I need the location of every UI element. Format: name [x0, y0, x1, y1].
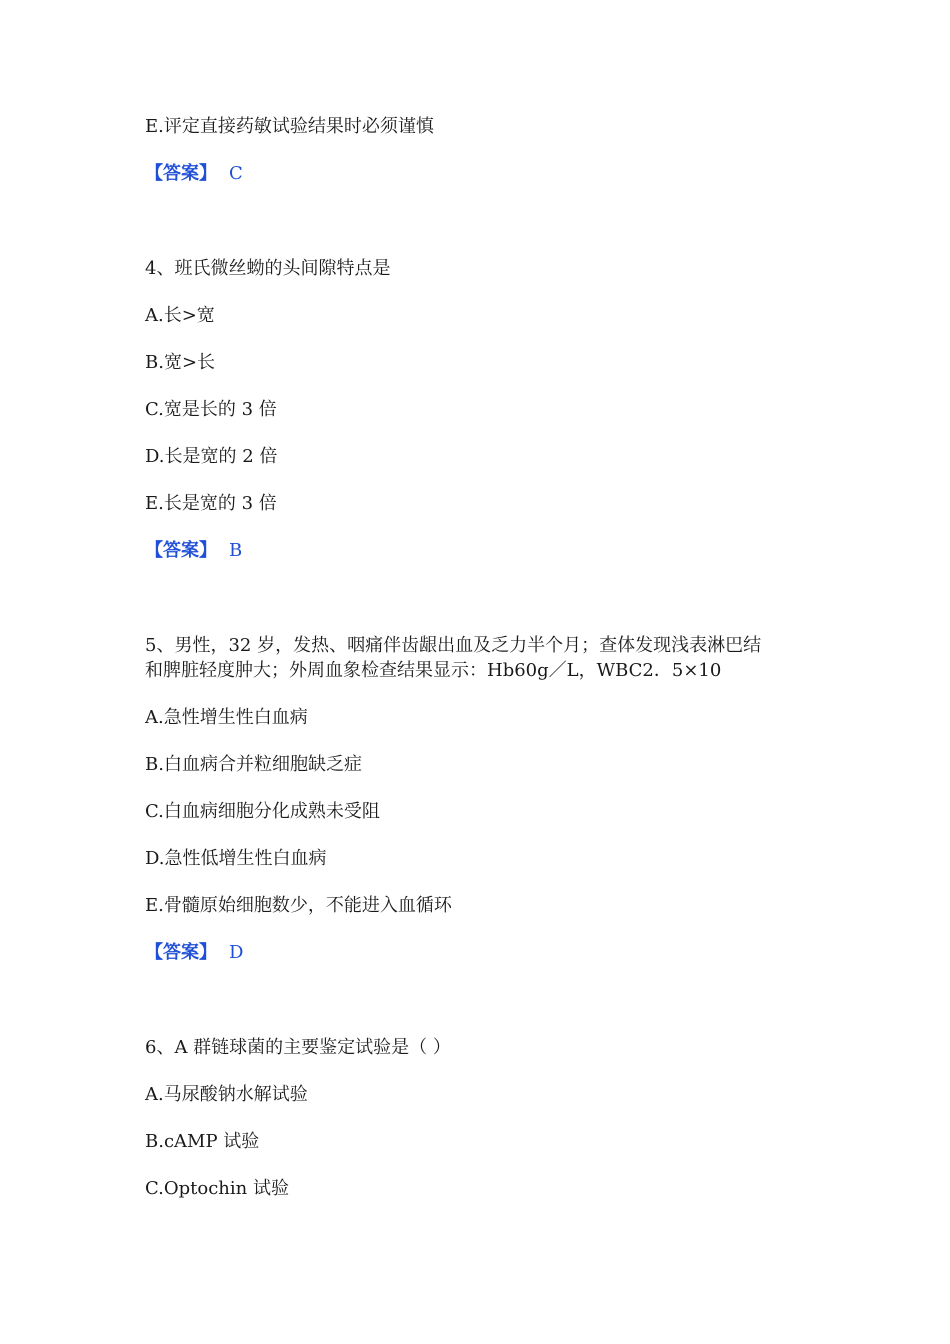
q4-option-e: E.长是宽的 3 倍 — [145, 493, 277, 514]
q3-answer — [145, 162, 243, 186]
q5-answer — [145, 941, 243, 965]
answer-label: 【答案】 — [145, 540, 217, 561]
answer-label: 【答案】 — [145, 163, 217, 184]
q5-stem-line2: 和脾脏轻度肿大；外周血象检查结果显示：Hb60g／L，WBC2．5×10 — [145, 660, 722, 681]
q4-option-d: D.长是宽的 2 倍 — [145, 446, 278, 467]
q5-option-b: B.白血病合并粒细胞缺乏症 — [145, 754, 362, 775]
q6-option-a: A.马尿酸钠水解试验 — [145, 1084, 308, 1105]
q5-option-c: C.白血病细胞分化成熟未受阻 — [145, 801, 380, 822]
q5-option-a: A.急性增生性白血病 — [145, 707, 308, 728]
q3-option-e: E.评定直接药敏试验结果时必须谨慎 — [145, 116, 434, 137]
q6-option-c: C.Optochin 试验 — [145, 1178, 289, 1199]
q6-option-b: B.cAMP 试验 — [145, 1131, 260, 1152]
answer-value: C — [229, 163, 243, 184]
answer-label: 【答案】 — [145, 942, 217, 963]
q5-option-e: E.骨髓原始细胞数少，不能进入血循环 — [145, 895, 452, 916]
q4-option-a: A.长>宽 — [145, 305, 215, 326]
q6-stem: 6、A 群链球菌的主要鉴定试验是（ ） — [145, 1037, 451, 1058]
q4-option-b: B.宽>长 — [145, 352, 216, 373]
answer-value: B — [229, 540, 243, 561]
q4-stem: 4、班氏微丝蚴的头间隙特点是 — [145, 258, 391, 279]
q5-option-d: D.急性低增生性白血病 — [145, 848, 327, 869]
answer-value: D — [229, 942, 244, 963]
q5-stem-line1: 5、男性，32 岁，发热、咽痛伴齿龈出血及乏力半个月；查体发现浅表淋巴结 — [145, 635, 762, 656]
q4-answer — [145, 539, 242, 563]
q4-option-c: C.宽是长的 3 倍 — [145, 399, 277, 420]
